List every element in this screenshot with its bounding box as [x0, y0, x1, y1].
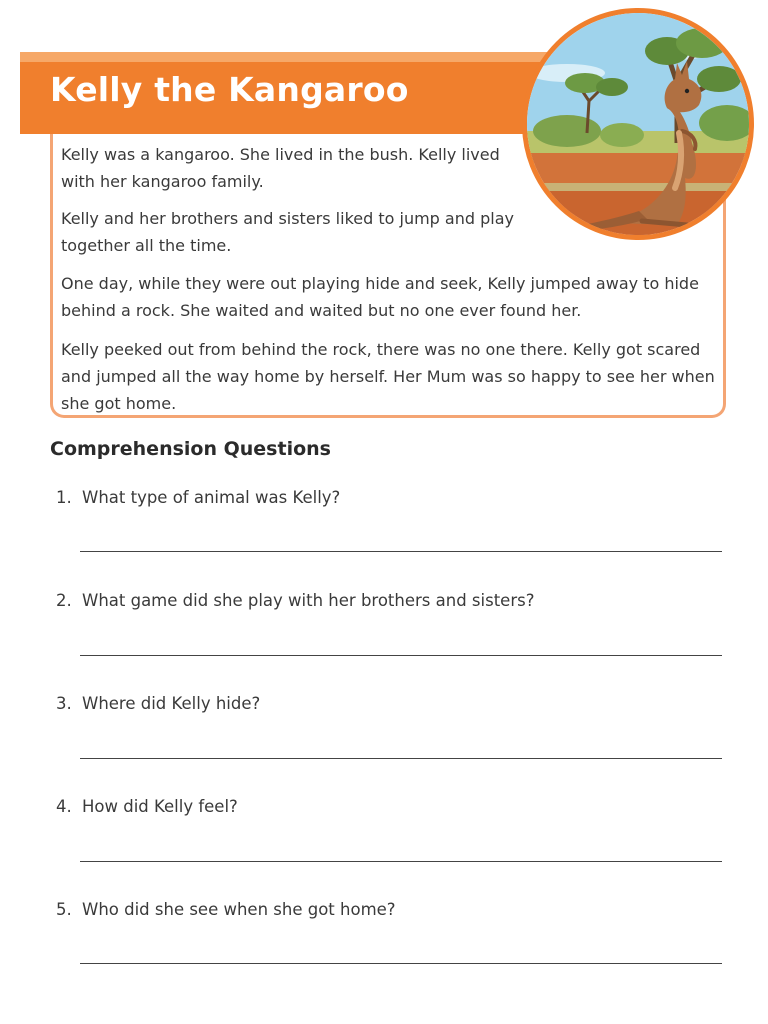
- question-text: What game did she play with her brothers and sisters?: [82, 591, 535, 610]
- question-number: 5.: [56, 900, 72, 919]
- question-3: [56, 694, 260, 713]
- question-2: [56, 591, 534, 610]
- worksheet-title: Kelly the Kangaroo: [50, 70, 409, 109]
- question-5: [56, 900, 396, 919]
- story-paragraph-2: Kelly and her brothers and sisters liked to jump and play together all the time.: [61, 209, 514, 255]
- story-paragraph-4: Kelly peeked out from behind the rock, there was no one there. Kelly got scared and jumped all the way home by herself. Her Mum was so happy to see her when she got home.: [61, 340, 715, 413]
- questions-heading: Comprehension Questions: [50, 438, 331, 460]
- question-number: 3.: [56, 694, 72, 713]
- answer-line-5[interactable]: [80, 963, 722, 964]
- story-paragraph-3: One day, while they were out playing hide and seek, Kelly jumped away to hide behind a rock. She waited and waited but no one ever found her.: [61, 274, 699, 320]
- answer-line-2[interactable]: [80, 655, 722, 656]
- question-text: Who did she see when she got home?: [82, 900, 396, 919]
- story-paragraph-1: Kelly was a kangaroo. She lived in the bush. Kelly lived with her kangaroo family.: [61, 145, 500, 191]
- question-number: 2.: [56, 591, 72, 610]
- kangaroo-icon: [527, 13, 749, 235]
- kangaroo-illustration: [522, 8, 754, 240]
- question-text: How did Kelly feel?: [82, 797, 238, 816]
- question-4: [56, 797, 238, 816]
- answer-line-4[interactable]: [80, 861, 722, 862]
- question-text: What type of animal was Kelly?: [82, 488, 341, 507]
- question-text: Where did Kelly hide?: [82, 694, 261, 713]
- answer-line-3[interactable]: [80, 758, 722, 759]
- answer-line-1[interactable]: [80, 551, 722, 552]
- question-number: 1.: [56, 488, 72, 507]
- question-1: [56, 488, 340, 507]
- question-number: 4.: [56, 797, 72, 816]
